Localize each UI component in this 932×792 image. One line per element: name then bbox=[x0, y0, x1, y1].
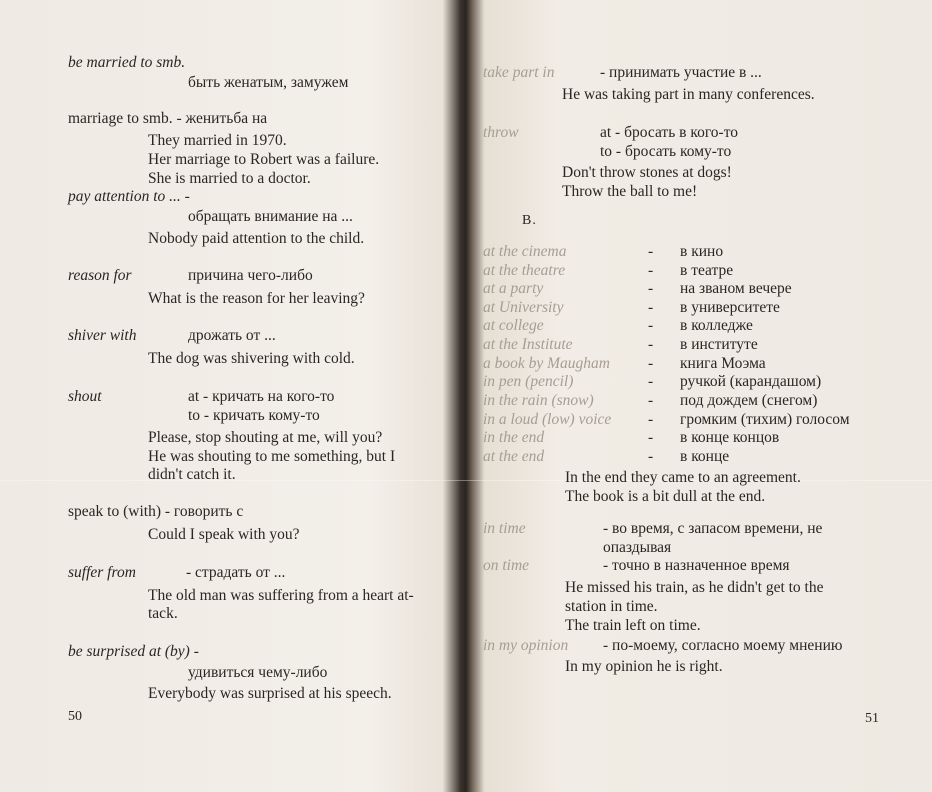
entry-translation: причина чего-либо bbox=[188, 267, 313, 284]
example-sentence: Throw the ball to me! bbox=[562, 183, 698, 200]
example-sentence: What is the reason for her leaving? bbox=[148, 290, 365, 307]
phrase-translation: в конце bbox=[680, 448, 730, 465]
entry-translation: - страдать от ... bbox=[186, 564, 286, 581]
dash: - bbox=[648, 299, 654, 316]
entry-term: take part in bbox=[483, 64, 555, 81]
phrase: in pen (pencil) bbox=[483, 373, 574, 390]
dash: - bbox=[648, 243, 654, 260]
right-page bbox=[470, 0, 932, 792]
dash: - bbox=[648, 373, 654, 390]
phrase: at college bbox=[483, 317, 544, 334]
example-sentence: The train left on time. bbox=[565, 617, 701, 634]
entry-translation: удивиться чему-либо bbox=[188, 664, 328, 681]
phrase-translation: в университете bbox=[680, 299, 780, 316]
left-page bbox=[0, 0, 462, 792]
dash: - bbox=[648, 280, 654, 297]
entry-translation: опаздывая bbox=[603, 539, 672, 556]
entry-translation: - точно в назначенное время bbox=[603, 557, 790, 574]
example-sentence: The old man was suffering from a heart at- bbox=[148, 587, 414, 604]
entry-term: in my opinion bbox=[483, 637, 569, 654]
phrase-translation: под дождем (снегом) bbox=[680, 392, 818, 409]
example-sentence: Nobody paid attention to the child. bbox=[148, 230, 365, 247]
entry-translation: быть женатым, замужем bbox=[188, 74, 349, 91]
example-sentence: Please, stop shouting at me, will you? bbox=[148, 429, 383, 446]
phrase-translation: в конце концов bbox=[680, 429, 780, 446]
entry-term: suffer from bbox=[68, 564, 136, 581]
entry-translation: at - кричать на кого-то bbox=[188, 388, 335, 405]
dash: - bbox=[648, 429, 654, 446]
example-sentence: Could I speak with you? bbox=[148, 526, 300, 543]
phrase: at the theatre bbox=[483, 262, 566, 279]
phrase: in the rain (snow) bbox=[483, 392, 594, 409]
entry-translation: - по-моему, согласно моему мнению bbox=[603, 637, 843, 654]
example-sentence: She is married to a doctor. bbox=[148, 170, 311, 187]
entry-term-line: marriage to smb. - женитьба на bbox=[68, 110, 268, 127]
entry-term: in time bbox=[483, 520, 526, 537]
entry-term: throw bbox=[483, 124, 519, 141]
section-heading: B. bbox=[522, 213, 537, 228]
phrase-translation: ручкой (карандашом) bbox=[680, 373, 822, 390]
phrase: a book by Maugham bbox=[483, 355, 610, 372]
example-sentence: He missed his train, as he didn't get to the bbox=[565, 579, 824, 596]
example-sentence: tack. bbox=[148, 605, 178, 622]
entry-translation: - принимать участие в ... bbox=[600, 64, 762, 81]
dash: - bbox=[648, 262, 654, 279]
entry-translation: to - бросать кому-то bbox=[600, 143, 732, 160]
entry-term: shout bbox=[68, 388, 102, 405]
entry-translation: - во время, с запасом времени, не bbox=[603, 520, 823, 537]
phrase-translation: в кино bbox=[680, 243, 724, 260]
entry-term: reason for bbox=[68, 267, 132, 284]
entry-term: shiver with bbox=[68, 327, 137, 344]
example-sentence: In the end they came to an agreement. bbox=[565, 469, 801, 486]
phrase: at the end bbox=[483, 448, 545, 465]
entry-term: be married to smb. bbox=[68, 54, 186, 71]
page-number: 51 bbox=[865, 711, 879, 726]
example-sentence: station in time. bbox=[565, 598, 658, 615]
entry-term-line: speak to (with) - говорить с bbox=[68, 503, 244, 520]
dash: - bbox=[648, 448, 654, 465]
phrase: in a loud (low) voice bbox=[483, 411, 612, 428]
example-sentence: In my opinion he is right. bbox=[565, 658, 723, 675]
dash: - bbox=[648, 317, 654, 334]
example-sentence: Her marriage to Robert was a failure. bbox=[148, 151, 380, 168]
phrase-translation: в институте bbox=[680, 336, 758, 353]
phrase: in the end bbox=[483, 429, 545, 446]
entry-term: pay attention to ... - bbox=[68, 188, 190, 205]
phrase: at the cinema bbox=[483, 243, 567, 260]
example-sentence: They married in 1970. bbox=[148, 132, 287, 149]
entry-translation: обращать внимание на ... bbox=[188, 208, 353, 225]
phrase-translation: громким (тихим) голосом bbox=[680, 411, 850, 428]
example-sentence: He was shouting to me something, but I bbox=[148, 448, 396, 465]
example-sentence: The dog was shivering with cold. bbox=[148, 350, 355, 367]
example-sentence: didn't catch it. bbox=[148, 466, 236, 483]
phrase-translation: в колледже bbox=[680, 317, 753, 334]
dash: - bbox=[648, 411, 654, 428]
dash: - bbox=[648, 392, 654, 409]
phrase-translation: на званом вечере bbox=[680, 280, 792, 297]
dash: - bbox=[648, 336, 654, 353]
phrase-translation: в театре bbox=[680, 262, 734, 279]
example-sentence: Everybody was surprised at his speech. bbox=[148, 685, 392, 702]
phrase: at the Institute bbox=[483, 336, 573, 353]
phrase-translation: книга Моэма bbox=[680, 355, 766, 372]
example-sentence: He was taking part in many conferences. bbox=[562, 86, 815, 103]
entry-translation: at - бросать в кого-то bbox=[600, 124, 739, 141]
entry-term: be surprised at (by) - bbox=[68, 643, 199, 660]
example-sentence: The book is a bit dull at the end. bbox=[565, 488, 766, 505]
entry-translation: дрожать от ... bbox=[188, 327, 276, 344]
example-sentence: Don't throw stones at dogs! bbox=[562, 164, 732, 181]
entry-translation: to - кричать кому-то bbox=[188, 407, 320, 424]
dash: - bbox=[648, 355, 654, 372]
phrase: at University bbox=[483, 299, 564, 316]
phrase: at a party bbox=[483, 280, 544, 297]
entry-term: on time bbox=[483, 557, 530, 574]
page-number: 50 bbox=[68, 709, 82, 724]
